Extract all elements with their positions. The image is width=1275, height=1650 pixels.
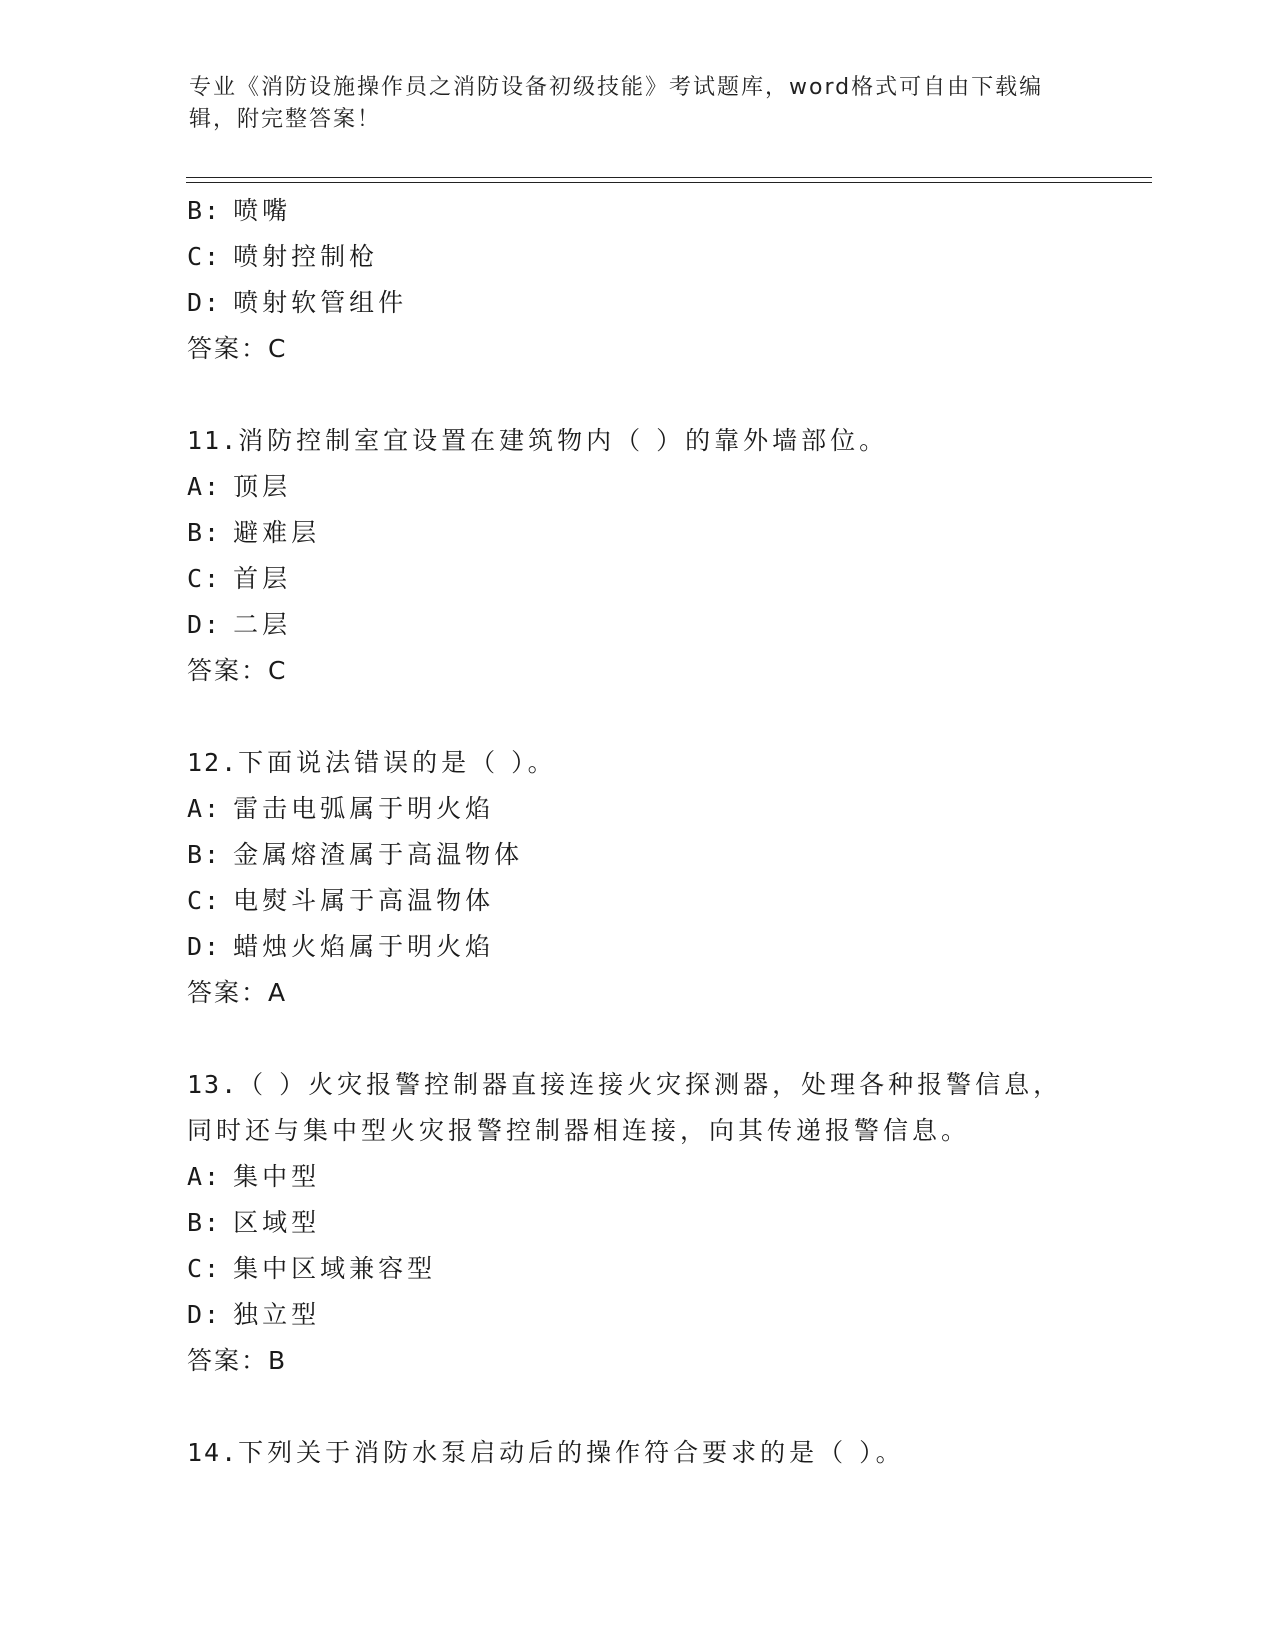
question-stem-continuation: 同时还与集中型火灾报警控制器相连接，向其传递报警信息。 xyxy=(187,1116,971,1145)
option-line xyxy=(187,556,1147,602)
question-number: 13. xyxy=(187,1070,239,1099)
option-key: D: xyxy=(187,1300,222,1329)
option-text: 顶层 xyxy=(233,472,292,501)
question-11 xyxy=(187,418,1147,694)
option-text: 首层 xyxy=(233,564,292,593)
option-key: B: xyxy=(187,1208,222,1237)
option-text: 区域型 xyxy=(233,1208,321,1237)
answer-line: 答案：C xyxy=(187,656,288,685)
option-text: 电熨斗属于高温物体 xyxy=(233,886,495,915)
question-stem xyxy=(187,740,1147,786)
option-line xyxy=(187,464,1147,510)
header-rule-top xyxy=(186,177,1152,178)
document-body xyxy=(187,188,1147,1476)
option-line xyxy=(187,234,1147,280)
option-text: 集中区域兼容型 xyxy=(233,1254,437,1283)
spacer xyxy=(187,694,1147,740)
option-key: A: xyxy=(187,1162,222,1191)
document-header xyxy=(189,72,1089,136)
option-key: A: xyxy=(187,794,222,823)
option-key: B: xyxy=(187,518,222,547)
option-text: 集中型 xyxy=(233,1162,321,1191)
option-line xyxy=(187,832,1147,878)
prev-question xyxy=(187,188,1147,372)
option-line xyxy=(187,1154,1147,1200)
option-line xyxy=(187,510,1147,556)
option-line xyxy=(187,280,1147,326)
question-number: 12. xyxy=(187,748,239,777)
question-stem xyxy=(187,1430,1147,1476)
option-text: 金属熔渣属于高温物体 xyxy=(233,840,524,869)
question-number: 14. xyxy=(187,1438,239,1467)
option-line xyxy=(187,786,1147,832)
question-text: 下列关于消防水泵启动后的操作符合要求的是（ ）。 xyxy=(238,1438,905,1467)
option-key: D: xyxy=(187,288,222,317)
option-key: C: xyxy=(187,242,222,271)
option-text: 喷嘴 xyxy=(233,196,292,225)
option-text: 喷射控制枪 xyxy=(233,242,379,271)
answer-line: 答案：C xyxy=(187,334,288,363)
option-text: 喷射软管组件 xyxy=(233,288,408,317)
option-key: C: xyxy=(187,1254,222,1283)
option-key: D: xyxy=(187,932,222,961)
option-key: C: xyxy=(187,886,222,915)
option-text: 避难层 xyxy=(233,518,321,547)
spacer xyxy=(187,372,1147,418)
spacer xyxy=(187,1384,1147,1430)
option-line xyxy=(187,188,1147,234)
option-key: A: xyxy=(187,472,222,501)
question-number: 11. xyxy=(187,426,239,455)
question-12 xyxy=(187,740,1147,1016)
header-rule-bottom xyxy=(186,182,1152,183)
question-text: 消防控制室宜设置在建筑物内（ ）的靠外墙部位。 xyxy=(238,426,889,455)
option-key: D: xyxy=(187,610,222,639)
answer-line: 答案：B xyxy=(187,1346,288,1375)
option-line xyxy=(187,1292,1147,1338)
option-text: 二层 xyxy=(233,610,292,639)
question-14 xyxy=(187,1430,1147,1476)
option-key: B: xyxy=(187,840,222,869)
question-stem xyxy=(187,418,1147,464)
option-line xyxy=(187,1246,1147,1292)
option-line xyxy=(187,878,1147,924)
answer-line: 答案：A xyxy=(187,978,288,1007)
option-text: 独立型 xyxy=(233,1300,321,1329)
question-text: （ ）火灾报警控制器直接连接火灾探测器，处理各种报警信息， xyxy=(238,1070,1063,1099)
question-stem xyxy=(187,1062,1147,1108)
option-text: 雷击电弧属于明火焰 xyxy=(233,794,495,823)
option-line xyxy=(187,924,1147,970)
option-text: 蜡烛火焰属于明火焰 xyxy=(233,932,495,961)
question-13 xyxy=(187,1062,1147,1384)
option-line xyxy=(187,602,1147,648)
option-key: C: xyxy=(187,564,222,593)
header-line-1: 专业《消防设施操作员之消防设备初级技能》考试题库，word格式可自由下载编 xyxy=(189,75,1044,100)
option-key: B: xyxy=(187,196,222,225)
header-line-2: 辑，附完整答案！ xyxy=(189,107,382,132)
option-line xyxy=(187,1200,1147,1246)
spacer xyxy=(187,1016,1147,1062)
question-text: 下面说法错误的是（ ）。 xyxy=(238,748,557,777)
